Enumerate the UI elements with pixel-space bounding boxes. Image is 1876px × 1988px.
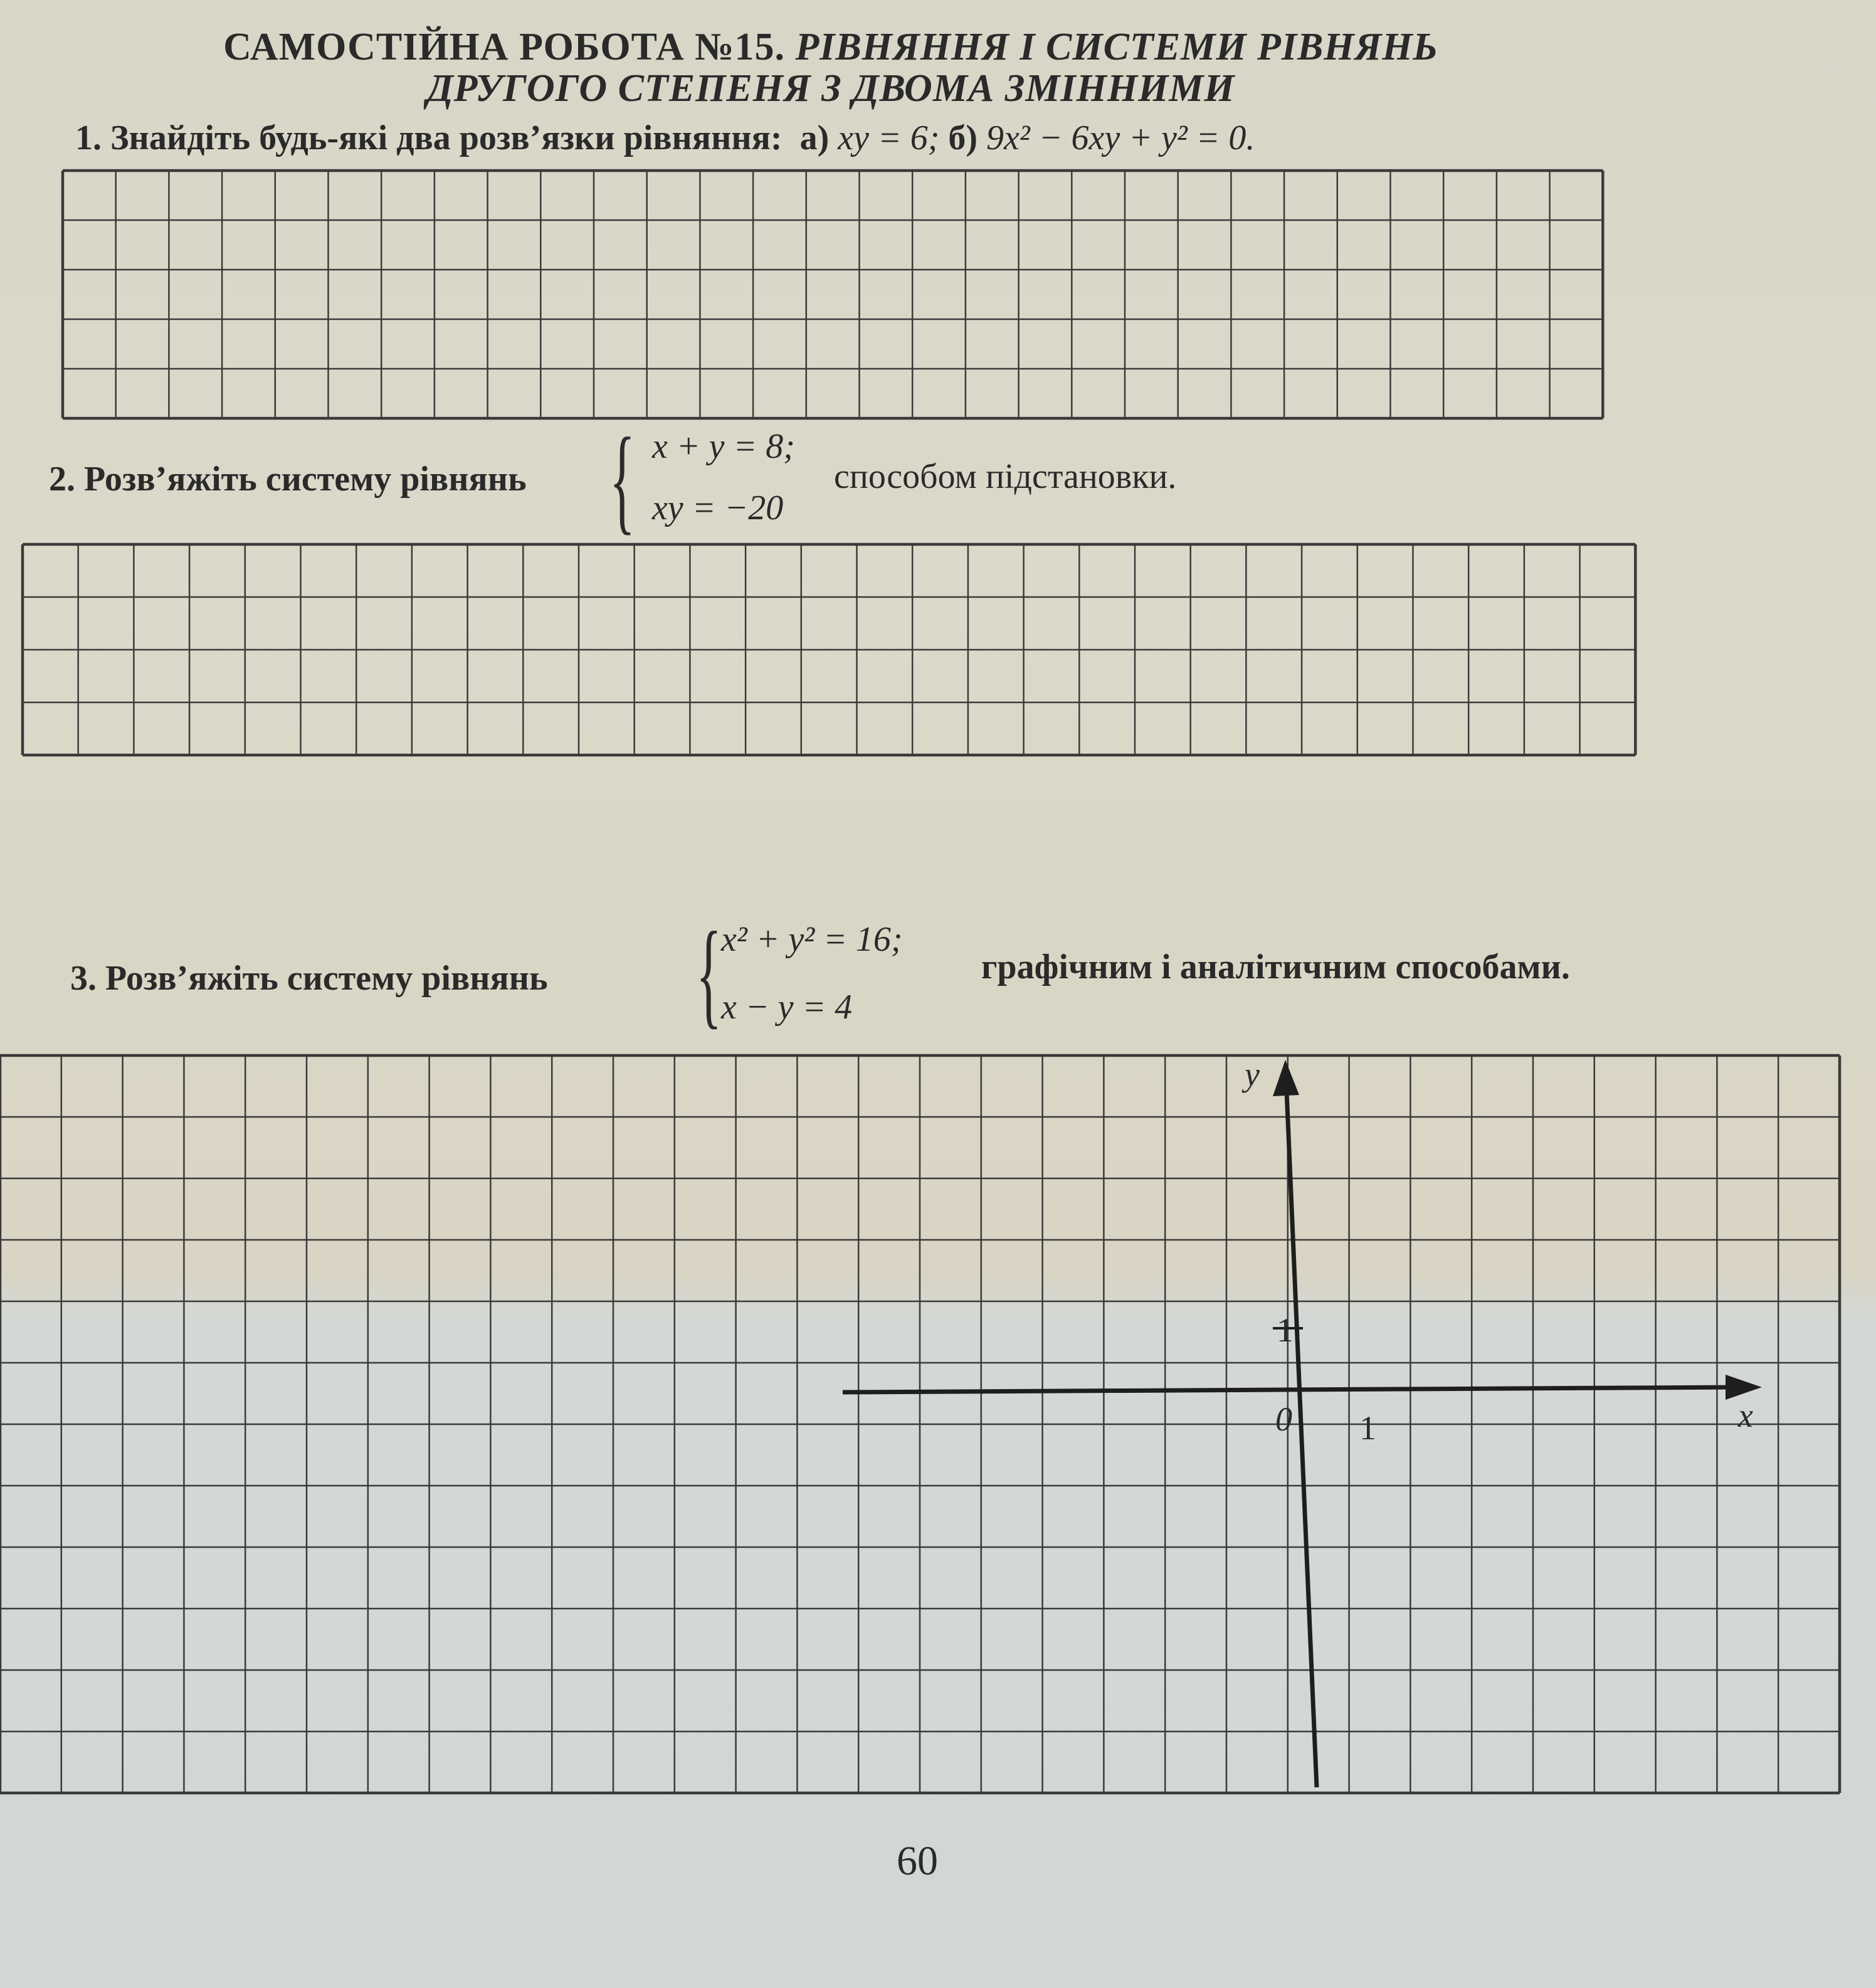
task3-equation2: x − y = 4 (721, 988, 853, 1027)
task3-equation1: x² + y² = 16; (721, 920, 903, 959)
task1-equation-b: 9x² − 6xy + y² = 0. (986, 119, 1255, 157)
task1-answer-grid[interactable] (63, 171, 1603, 418)
task3-system-brace: { (696, 908, 722, 1040)
task1-part-a-label: а) (799, 119, 830, 157)
task2-suffix: способом підстановки. (834, 457, 1177, 496)
task2-text: Розв’яжіть систему рівнянь (84, 460, 527, 499)
y-axis (1287, 1091, 1317, 1787)
task2-equation2: xy = −20 (652, 489, 784, 527)
x-unit-label: 1 (1359, 1409, 1376, 1447)
y-axis-label: y (1245, 1055, 1260, 1093)
worksheet-title-line2: ДРУГОГО СТЕПЕНЯ З ДВОМА ЗМІННИМИ (426, 67, 1235, 110)
title-italic: РІВНЯННЯ І СИСТЕМИ РІВНЯНЬ (795, 26, 1438, 68)
x-axis (843, 1387, 1737, 1392)
x-axis-label: x (1738, 1397, 1753, 1434)
task3-text: Розв’яжіть систему рівнянь (105, 959, 548, 998)
task2-number: 2. (49, 460, 75, 499)
origin-label: 0 (1275, 1400, 1292, 1438)
task1-equation-a: xy = 6; (838, 119, 940, 157)
task1-number: 1. (75, 119, 102, 157)
task2-system-brace: { (609, 414, 636, 546)
task3-coordinate-grid[interactable] (0, 1055, 1840, 1793)
page-number: 60 (897, 1838, 938, 1884)
task3-suffix: графічним і аналітичним способами. (981, 948, 1570, 986)
task3-number: 3. (70, 959, 97, 998)
task1-part-b-label: б) (948, 119, 978, 157)
task2-answer-grid[interactable] (23, 544, 1635, 755)
y-unit-label: 1 (1277, 1311, 1294, 1349)
task1-text: Знайдіть будь-які два розв’язки рівняння: (110, 119, 783, 157)
title-upright: САМОСТІЙНА РОБОТА №15. (223, 26, 785, 68)
y-axis-arrow-icon (1273, 1060, 1299, 1096)
task2-equation1: x + y = 8; (652, 427, 795, 466)
